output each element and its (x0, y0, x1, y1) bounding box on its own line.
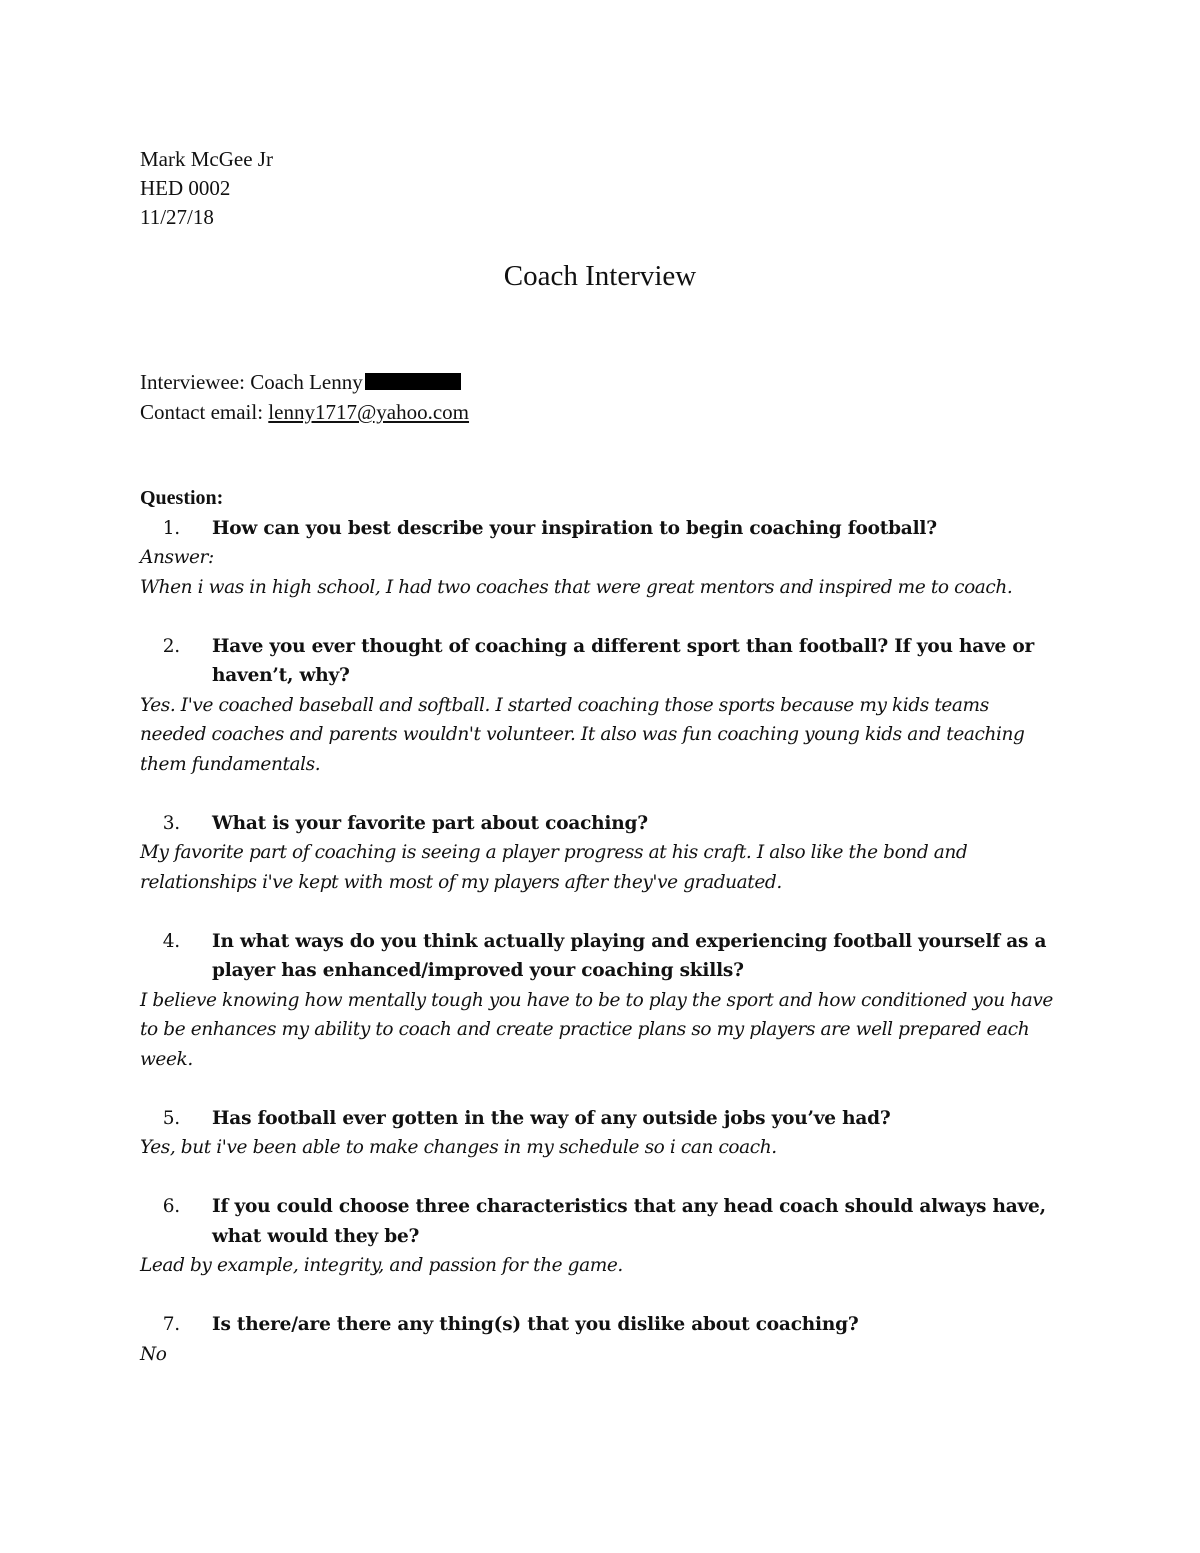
question-number: 3. (162, 812, 180, 834)
qa-item (140, 1192, 1060, 1281)
question-number: 1. (162, 517, 180, 539)
question-row (140, 1310, 1060, 1340)
question-number: 5. (162, 1107, 180, 1129)
answer-text: Lead by example, integrity, and passion for the game. (140, 1255, 623, 1276)
question-row (140, 1192, 1060, 1251)
qa-item (140, 514, 1060, 603)
question-text: Is there/are there any thing(s) that you dislike about coaching? (212, 1314, 859, 1335)
answer-text: When i was in high school, I had two coaches that were great mentors and inspired me to coach. (140, 576, 1013, 598)
course-code: HED 0002 (140, 176, 231, 200)
qa-item (140, 1310, 1060, 1369)
author-name: Mark McGee Jr (140, 147, 273, 171)
interviewee-line (140, 367, 469, 397)
qa-item (140, 632, 1060, 780)
question-row (140, 927, 1060, 986)
email-line (140, 397, 469, 427)
answer-text: I believe knowing how mentally tough you have to be to play the sport and how conditioned you have to be enhances my ability to coach and create practice plans so my players are well prepared each week. (140, 989, 1053, 1070)
answer-text: Yes. I've coached baseball and softball. I started coaching those sports because my kids teams needed coaches and parents wouldn't volunteer. It also was fun coaching young kids and teaching them fundamentals. (140, 694, 1025, 775)
question-number: 6. (162, 1196, 180, 1217)
contact-info (140, 367, 469, 427)
interviewee-label: Interviewee: Coach Lenny (140, 370, 363, 394)
question-row (140, 632, 1060, 691)
document-header (140, 145, 273, 232)
question-text: Has football ever gotten in the way of any outside jobs you’ve had? (212, 1107, 891, 1129)
document-date: 11/27/18 (140, 205, 214, 229)
question-number: 2. (162, 635, 180, 657)
question-text: In what ways do you think actually playing and experiencing football yourself as a player has enhanced/improved your coaching skills? (212, 930, 1047, 981)
email-link[interactable]: lenny1717@yahoo.com (268, 400, 470, 424)
question-number: 4. (162, 930, 180, 952)
redaction-bar (365, 373, 461, 390)
answer-text: My favorite part of coaching is seeing a player progress at his craft. I also like the bond and relationships i've kept with most of my players after they've graduated. (140, 842, 968, 893)
qa-item (140, 1104, 1060, 1163)
question-text: How can you best describe your inspiration to begin coaching football? (212, 517, 937, 539)
question-text: If you could choose three characteristics that any head coach should always have, what would they be? (212, 1196, 1046, 1247)
qa-item (140, 927, 1060, 1075)
question-row (140, 514, 1060, 544)
question-text: What is your favorite part about coaching? (212, 812, 648, 834)
document-title: Coach Interview (503, 260, 697, 292)
answer-text: No (140, 1343, 167, 1365)
question-list (140, 484, 1060, 1369)
question-row (140, 809, 1060, 839)
question-text: Have you ever thought of coaching a different sport than football? If you have or haven’t, why? (212, 635, 1035, 686)
question-number: 7. (162, 1314, 180, 1335)
answer-text: Yes, but i've been able to make changes in my schedule so i can coach. (140, 1137, 777, 1158)
qa-item (140, 809, 1060, 898)
question-row (140, 1104, 1060, 1134)
email-label: Contact email: (140, 400, 269, 424)
answer-label: Answer: (140, 547, 214, 568)
questions-heading: Question: (140, 487, 224, 509)
